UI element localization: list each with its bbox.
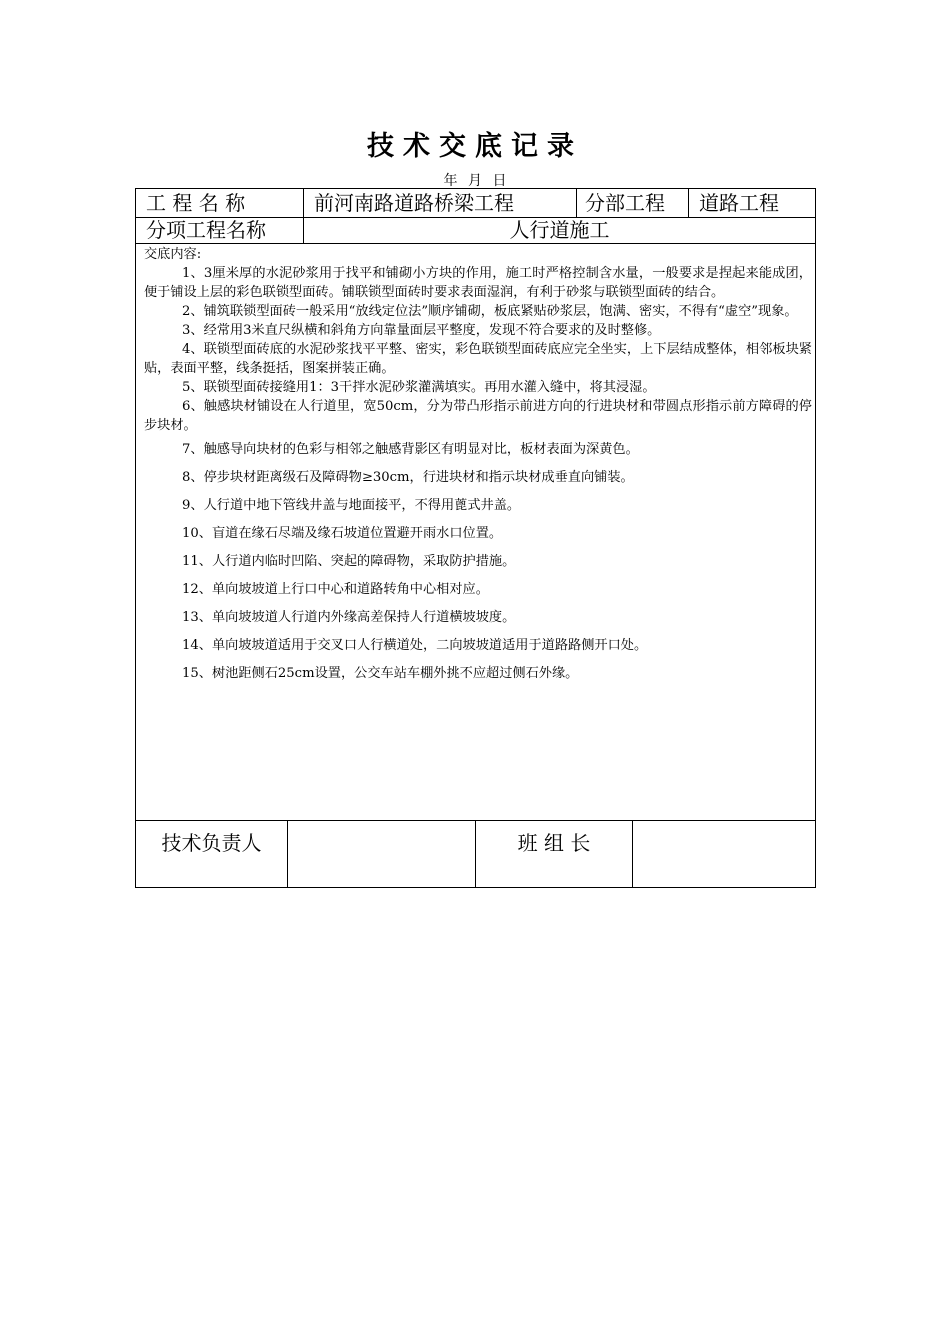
subitem-label: 分项工程名称 <box>136 217 304 243</box>
content-item: 14、单向坡坡道适用于交叉口人行横道处，二向坡坡道适用于道路路侧开口处。 <box>182 638 648 653</box>
document-title: 技术交底记录 <box>367 131 583 162</box>
content-item: 2、铺筑联锁型面砖一般采用“放线定位法”顺序铺砌，板底紧贴砂浆层，饱满、密实，不得有“虚空”现象。 <box>182 304 798 319</box>
content-item: 12、单向坡坡道上行口中心和道路转角中心相对应。 <box>182 582 489 597</box>
content-item: 4、联锁型面砖底的水泥砂浆找平平整、密实，彩色联锁型面砖底应完全坐实，上下层结成整体，相邻板块紧贴，表面平整，线条挺括，图案拼装正确。 <box>144 342 812 376</box>
content-item: 10、盲道在缘石尽端及缘石坡道位置避开雨水口位置。 <box>182 526 503 541</box>
disclosure-content <box>144 245 812 683</box>
project-row <box>136 189 815 218</box>
content-heading: 交底内容: <box>144 247 202 262</box>
tech-lead-signature-field[interactable] <box>288 821 476 888</box>
content-item: 6、触感块材铺设在人行道里，宽50cm，分为带凸形指示前进方向的行进块材和带圆点形指示前方障碍的停步块材。 <box>144 399 812 433</box>
content-item: 7、触感导向块材的色彩与相邻之触感背影区有明显对比，板材表面为深黄色。 <box>182 442 639 457</box>
content-item: 1、3厘米厚的水泥砂浆用于找平和铺砌小方块的作用，施工时严格控制含水量，一般要求是捏起来能成团，便于铺设上层的彩色联锁型面砖。铺联锁型面砖时要求表面湿润，有利于砂浆与联锁型面砖的结合。 <box>144 266 812 300</box>
content-item: 13、单向坡坡道人行道内外缘高差保持人行道横坡坡度。 <box>182 610 516 625</box>
tech-lead-label: 技术负责人 <box>136 821 288 888</box>
division-label: 分部工程 <box>577 189 689 217</box>
project-name-label: 工 程 名 称 <box>136 189 304 217</box>
subitem-value: 人行道施工 <box>509 218 610 242</box>
date-line: 年 月 日 <box>443 173 507 189</box>
team-lead-label: 班 组 长 <box>476 821 633 888</box>
content-item: 11、人行道内临时凹陷、突起的障碍物，采取防护措施。 <box>182 554 516 569</box>
content-item: 15、树池距侧石25cm设置，公交车站车棚外挑不应超过侧石外缘。 <box>182 666 579 681</box>
disclosure-form-table <box>135 188 816 888</box>
content-item: 5、联锁型面砖接缝用1：3干拌水泥砂浆灌满填实。再用水灌入缝中，将其浸湿。 <box>182 380 656 395</box>
division-value: 道路工程 <box>699 191 779 215</box>
signature-row <box>136 820 815 888</box>
team-lead-signature-field[interactable] <box>633 821 815 888</box>
content-item: 3、经常用3米直尺纵横和斜角方向靠量面层平整度，发现不符合要求的及时整修。 <box>182 323 661 338</box>
project-name-value: 前河南路道路桥梁工程 <box>304 189 577 217</box>
content-item: 9、人行道中地下管线井盖与地面接平，不得用蓖式井盖。 <box>182 498 521 513</box>
content-item: 8、停步块材距离级石及障碍物≥30cm，行进块材和指示块材成垂直向铺装。 <box>182 470 634 485</box>
subitem-row <box>136 217 815 244</box>
